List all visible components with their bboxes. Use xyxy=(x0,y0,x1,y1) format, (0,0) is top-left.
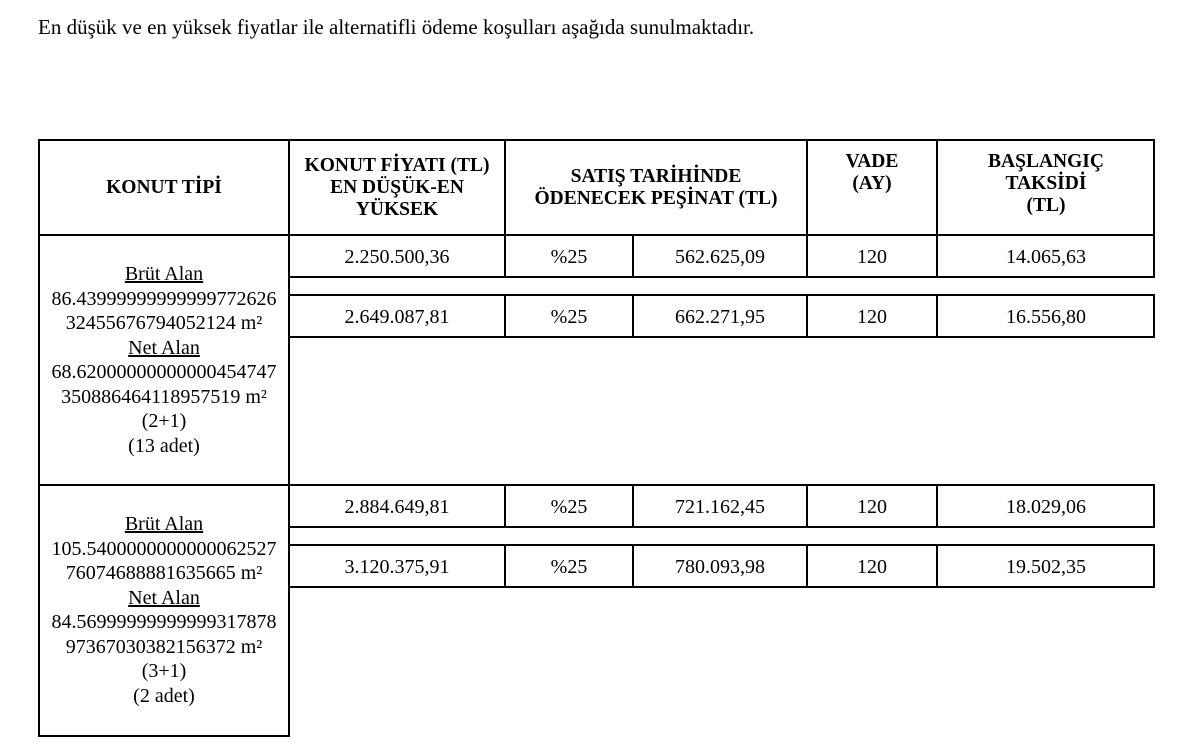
row-divider xyxy=(806,234,808,278)
price-cell: 2.649.087,81 xyxy=(344,306,450,328)
downpayment-amount-cell: 721.162,45 xyxy=(675,496,765,518)
term-cell: 120 xyxy=(857,246,887,268)
konut-tipi-group-1 xyxy=(40,262,288,458)
row-divider xyxy=(632,544,634,588)
header-pesinat: SATIŞ TARİHİNDE ÖDENECEK PEŞİNAT (TL) xyxy=(534,166,778,209)
net-alan-value-line2: 350886464118957519 m² xyxy=(61,385,267,408)
row-divider xyxy=(936,234,938,278)
net-alan-value-line1: 84.56999999999999317878 xyxy=(51,611,277,633)
brut-alan-label: Brüt Alan xyxy=(124,263,204,285)
brut-alan-value-line1: 105.5400000000000062527 xyxy=(51,537,277,560)
row-border xyxy=(288,336,1155,338)
unit-count: (2 adet) xyxy=(133,684,195,707)
price-cell: 2.250.500,36 xyxy=(344,246,450,268)
row-divider xyxy=(632,234,634,278)
row-divider xyxy=(632,294,634,338)
brut-alan-value-line1: 86.43999999999999772626 xyxy=(51,287,277,310)
row-border xyxy=(288,544,1155,546)
downpayment-amount-cell: 662.271,95 xyxy=(675,306,765,328)
net-alan-value-line2: 97367030382156372 m² xyxy=(65,635,263,658)
installment-cell: 14.065,63 xyxy=(1006,246,1086,268)
net-alan-label: Net Alan xyxy=(128,586,200,609)
header-konut-tipi: KONUT TİPİ xyxy=(106,177,222,198)
downpayment-amount-cell: 780.093,98 xyxy=(675,556,765,578)
row-divider xyxy=(806,294,808,338)
row-divider xyxy=(632,484,634,528)
row-divider xyxy=(504,234,506,278)
row-divider xyxy=(1153,234,1155,278)
downpayment-percent-cell: %25 xyxy=(550,306,588,328)
room-config: (3+1) xyxy=(141,660,187,682)
header-konut-fiyati: KONUT FİYATI (TL) EN DÜŞÜK-EN YÜKSEK xyxy=(304,155,490,220)
row-border xyxy=(288,484,1155,486)
konut-tipi-group-2 xyxy=(40,512,288,708)
unit-count: (13 adet) xyxy=(128,434,200,457)
net-alan-label: Net Alan xyxy=(128,336,200,359)
table-border-bottom xyxy=(38,735,290,737)
term-cell: 120 xyxy=(857,306,887,328)
brut-alan-label: Brüt Alan xyxy=(124,513,204,535)
row-divider xyxy=(504,544,506,588)
row-divider xyxy=(806,544,808,588)
installment-cell: 19.502,35 xyxy=(1006,556,1086,578)
installment-cell: 16.556,80 xyxy=(1006,306,1086,328)
table-border-top xyxy=(38,139,1155,141)
downpayment-percent-cell: %25 xyxy=(550,246,588,268)
row-border xyxy=(288,526,1155,528)
header-divider-vade xyxy=(936,139,938,236)
row-divider xyxy=(936,544,938,588)
header-divider-pesinat xyxy=(806,139,808,236)
downpayment-percent-cell: %25 xyxy=(550,496,588,518)
header-border-bottom xyxy=(38,234,1155,236)
price-cell: 3.120.375,91 xyxy=(344,556,450,578)
brut-alan-value-line2: 32455676794052124 m² xyxy=(65,312,263,334)
header-divider-fiyat xyxy=(504,139,506,236)
term-cell: 120 xyxy=(857,496,887,518)
group-divider xyxy=(38,484,290,486)
room-config: (2+1) xyxy=(141,410,187,432)
row-divider xyxy=(1153,484,1155,528)
row-divider xyxy=(504,484,506,528)
downpayment-percent-cell: %25 xyxy=(550,556,588,578)
row-border xyxy=(288,294,1155,296)
net-alan-value-line1: 68.62000000000000454747 xyxy=(51,361,277,383)
row-divider xyxy=(936,484,938,528)
intro-paragraph: En düşük ve en yüksek fiyatlar ile alternatifli ödeme koşulları aşağıda sunulmaktadır. xyxy=(38,15,755,39)
row-border xyxy=(288,586,1155,588)
header-vade: VADE (AY) xyxy=(845,151,899,194)
price-cell: 2.884.649,81 xyxy=(344,496,450,518)
row-divider xyxy=(806,484,808,528)
installment-cell: 18.029,06 xyxy=(1006,496,1086,518)
row-border xyxy=(288,276,1155,278)
row-divider xyxy=(504,294,506,338)
brut-alan-value-line2: 76074688881635665 m² xyxy=(65,562,263,584)
header-baslangic-taksidi: BAŞLANGIÇ TAKSİDİ (TL) xyxy=(988,151,1104,216)
row-divider xyxy=(936,294,938,338)
table-border-left xyxy=(38,139,40,737)
row-divider xyxy=(1153,544,1155,588)
downpayment-amount-cell: 562.625,09 xyxy=(675,246,765,268)
row-divider xyxy=(1153,294,1155,338)
term-cell: 120 xyxy=(857,556,887,578)
header-border-right xyxy=(1153,139,1155,236)
column-divider-konut-tipi xyxy=(288,139,290,737)
